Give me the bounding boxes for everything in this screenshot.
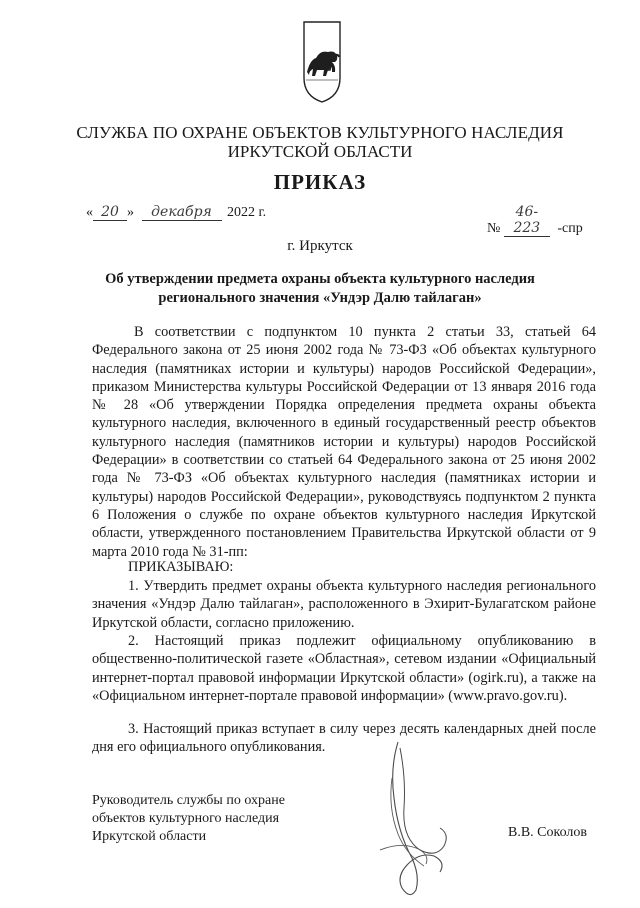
document-type: ПРИКАЗ [273, 170, 367, 194]
date-day: 20 [93, 204, 127, 221]
agency-name-line1: СЛУЖБА ПО ОХРАНЕ ОБЪЕКТОВ КУЛЬТУРНОГО НАСЛЕДИЯ [76, 123, 564, 142]
city: г. Иркутск [287, 238, 353, 254]
signatory-name: В.В. Соколов [508, 825, 588, 840]
agency-name-line2: ИРКУТСКОЙ ОБЛАСТИ [227, 142, 413, 161]
orders-heading: ПРИКАЗЫВАЮ: [128, 559, 234, 575]
date-year: 2022 г. [227, 205, 267, 220]
date-month: декабря [142, 204, 222, 221]
signatory-position [92, 792, 285, 846]
order-item-2: 2. Настоящий приказ подлежит официальному опубликованию в общественно-политической газете «Областная», сетевом издании «Официальный интернет-портал правовой информации Иркутской области» (ogirk.ru), а также на «Официальном интернет-портале правовой информации» (www.pravo.gov.ru). [92, 633, 596, 704]
position-line-2: объектов культурного наследия [92, 811, 280, 826]
position-line-3: Иркутской области [92, 829, 207, 844]
order-item-3: 3. Настоящий приказ вступает в силу через десять календарных дней после дня его официального опубликования. [92, 721, 596, 756]
position-line-1: Руководитель службы по охране [92, 793, 285, 808]
preamble-paragraph: В соответствии с подпунктом 10 пункта 2 статьи 33, статьей 64 Федерального закона от 25 июня 2002 года № 73-ФЗ «Об объектах культурного наследия (памятниках истории и культуры) народов Российской Федерации», приказом Министерства культуры Российской Федерации от 13 января 2016 года № 28 «Об утверждении Порядка определения предмета охраны объекта культурного наследия, включенного в единый государственный реестр объектов культурного наследия (памятников истории и культуры) народов Российской Федерации» в соответствии со статьей 64 Федерального закона от 25 июня 2002 года № 73-ФЗ «Об объектах культурного наследия (памятниках истории и культуры) народов Российской Федерации», руководствуясь подпунктом 2 пункта 6 Положения о службе по охране объектов культурного наследия Иркутской области, утвержденного постановлением Правительства Иркутской области от 9 марта 2010 года № 31-пп: [92, 324, 596, 560]
handwritten-signature [350, 738, 460, 903]
document-number [487, 204, 583, 237]
document-title-line2: регионального значения «Ундэр Далю тайлаган» [158, 290, 482, 306]
irkutsk-coat-of-arms-icon [302, 20, 342, 104]
number-prefix: № [487, 221, 501, 236]
number-value: 46-223 [504, 204, 550, 237]
document-title-line1: Об утверждении предмета охраны объекта культурного наследия [105, 271, 535, 287]
order-item-1: 1. Утвердить предмет охраны объекта культурного наследия регионального значения «Ундэр Далю тайлаган», расположенного в Эхирит-Булагатском районе Иркутской области, согласно приложению. [92, 578, 596, 631]
document-date [86, 204, 266, 221]
number-suffix: -спр [557, 221, 583, 236]
date-close-quote: » [127, 205, 134, 220]
date-open-quote: « [86, 205, 93, 220]
